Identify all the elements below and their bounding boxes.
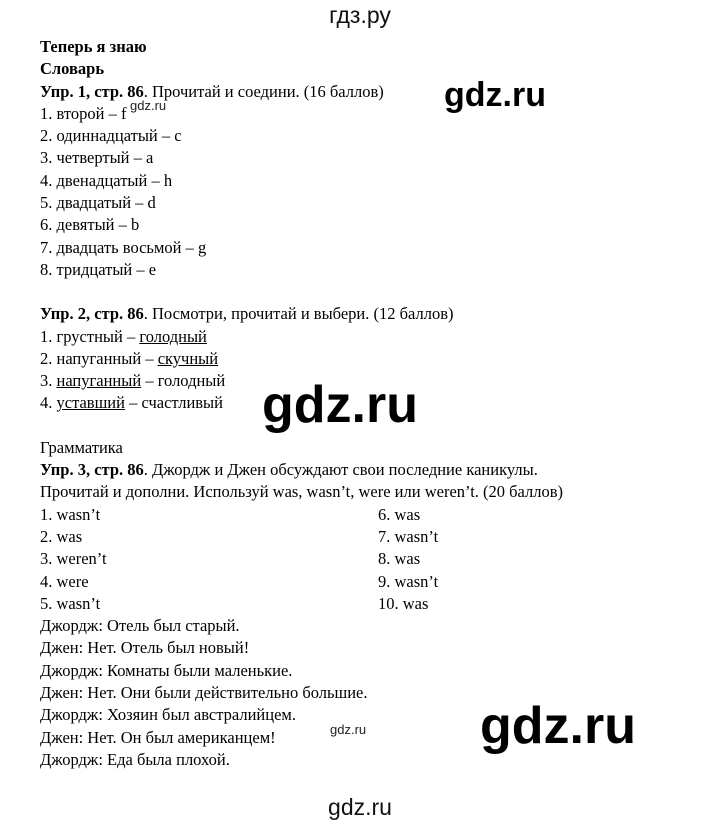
dialogue-line: Джен: Нет. Он был американцем! [40, 727, 276, 747]
ex3-answers [40, 593, 690, 615]
site-header: гдз.ру [329, 2, 391, 28]
ex3-answers [40, 504, 690, 526]
ex1-item: 8. тридцатый – e [40, 259, 157, 279]
chosen-answer: напуганный [56, 371, 142, 391]
ex2-item: 1. грустный – голодный [40, 326, 207, 346]
ex1-item: 3. четвертый – a [40, 148, 154, 168]
ex3-answer: 3. weren’t [40, 549, 107, 569]
ex3-answers [40, 526, 690, 548]
chosen-answer: скучный [157, 348, 219, 368]
chosen-answer: уставший [56, 393, 125, 413]
ex2-ref: Упр. 2, стр. 86 [40, 304, 144, 324]
watermark: gdz.ru [262, 376, 418, 434]
ex1-item: 4. двенадцатый – h [40, 170, 173, 190]
ex3-answer: 7. wasn’t [378, 526, 439, 546]
ex3-answers [40, 548, 690, 570]
section-title: Теперь я знаю [40, 37, 147, 56]
chosen-answer: голодный [139, 326, 207, 346]
ex3-answer: 9. wasn’t [378, 571, 439, 591]
ex1-task: . Прочитай и соедини. (16 баллов) [143, 81, 384, 101]
dialogue-line: Джен: Нет. Они были действительно большие. [40, 683, 368, 703]
dialogue-line: Джордж: Еда была плохой. [40, 749, 230, 769]
ex3-task2: Прочитай и дополни. Используй was, wasn’t, were или weren’t. (20 баллов) [40, 482, 564, 502]
dialogue-line: Джордж: Отель был старый. [40, 616, 240, 636]
watermark-small: gdz.ru [130, 98, 167, 113]
ex3-answer: 5. wasn’t [40, 593, 101, 613]
ex2-task: . Посмотри, прочитай и выбери. (12 баллов) [143, 304, 454, 324]
section-grammar: Грамматика [40, 437, 123, 457]
ex2-item: 4. уставший – счастливый [40, 393, 223, 413]
ex1-item: 7. двадцать восьмой – g [40, 237, 207, 257]
watermark: gdz.ru [480, 697, 636, 755]
ex3-answer: 2. was [40, 526, 83, 546]
ex3-answer: 8. was [378, 549, 421, 569]
ex3-task: . Джордж и Джен обсуждают свои последние каникулы. [143, 460, 538, 480]
site-footer: gdz.ru [328, 794, 392, 820]
ex1-item: 1. второй – f [40, 103, 127, 123]
ex3-answers [40, 571, 690, 593]
ex2-heading [40, 303, 690, 325]
ex3-answer: 6. was [378, 504, 421, 524]
ex2-item: 2. напуганный – скучный [40, 348, 219, 368]
ex3-heading [40, 459, 690, 481]
ex2-item: 3. напуганный – голодный [40, 371, 226, 391]
watermark-small: gdz.ru [330, 722, 367, 737]
ex3-ref: Упр. 3, стр. 86 [40, 460, 144, 480]
ex1-ref: Упр. 1, стр. 86 [40, 81, 144, 101]
dialogue-line: Джордж: Комнаты были маленькие. [40, 660, 293, 680]
watermark: gdz.ru [444, 76, 546, 114]
dialogue-line: Джен: Нет. Отель был новый! [40, 638, 250, 658]
ex1-item: 2. одиннадцатый – c [40, 126, 182, 146]
ex3-answer: 4. were [40, 571, 89, 591]
ex3-answer: 10. was [378, 593, 429, 613]
ex3-answer: 1. wasn’t [40, 504, 101, 524]
ex1-item: 5. двадцатый – d [40, 193, 156, 213]
section-vocab: Словарь [40, 59, 105, 79]
ex1-item: 6. девятый – b [40, 215, 140, 235]
dialogue-line: Джордж: Хозяин был австралийцем. [40, 705, 296, 725]
